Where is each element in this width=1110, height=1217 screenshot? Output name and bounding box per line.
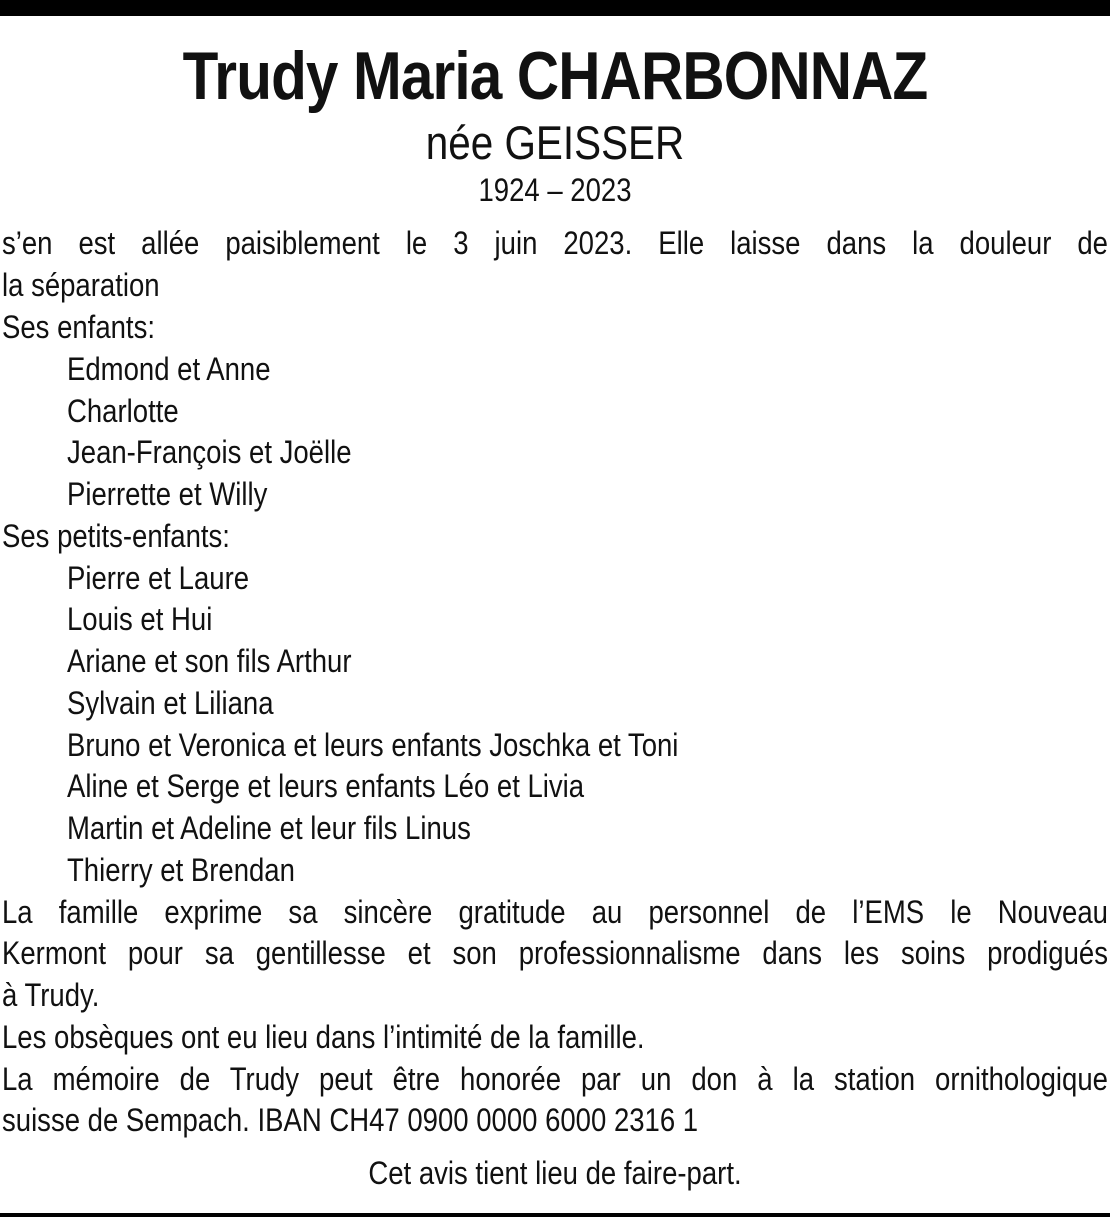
- grandchild-item: Louis et Hui: [67, 601, 213, 637]
- intro-line-2: la séparation: [2, 267, 160, 303]
- gratitude-line-1: La famille exprime sa sincère gratitude au personnel de l’EMS le Nouveau: [2, 894, 1108, 930]
- grandchild-item: Bruno et Veronica et leurs enfants Joschka et Toni: [67, 727, 679, 763]
- gratitude-line-2: Kermont pour sa gentillesse et son professionnalisme dans les soins prodigués: [2, 935, 1108, 971]
- child-item: Edmond et Anne: [67, 351, 271, 387]
- child-item: Charlotte: [67, 393, 179, 429]
- life-years: 1924 – 2023: [478, 172, 632, 208]
- bottom-rule: [0, 1213, 1110, 1217]
- intro-line-1: s’en est allée paisiblement le 3 juin 2023. Elle laisse dans la douleur de: [2, 225, 1108, 261]
- memory-line-2: suisse de Sempach. IBAN CH47 0900 0000 6000 2316 1: [2, 1102, 699, 1138]
- closing-notice: Cet avis tient lieu de faire-part.: [368, 1155, 742, 1191]
- child-item: Pierrette et Willy: [67, 476, 268, 512]
- deceased-name: Trudy Maria CHARBONNAZ: [182, 38, 928, 114]
- children-heading: Ses enfants:: [2, 309, 155, 345]
- memory-line-1: La mémoire de Trudy peut être honorée par un don à la station ornithologique: [2, 1061, 1108, 1097]
- grandchild-item: Aline et Serge et leurs enfants Léo et Livia: [67, 768, 585, 804]
- top-rule: [0, 0, 1110, 16]
- grandchild-item: Martin et Adeline et leur fils Linus: [67, 810, 471, 846]
- gratitude-line-3: à Trudy.: [2, 977, 100, 1013]
- child-item: Jean-François et Joëlle: [67, 434, 352, 470]
- maiden-name: née GEISSER: [425, 116, 685, 169]
- funeral-notice: Les obsèques ont eu lieu dans l’intimité de la famille.: [2, 1019, 645, 1055]
- grandchild-item: Pierre et Laure: [67, 560, 250, 596]
- grandchild-item: Sylvain et Liliana: [67, 685, 274, 721]
- grandchild-item: Ariane et son fils Arthur: [67, 643, 352, 679]
- grandchild-item: Thierry et Brendan: [67, 852, 295, 888]
- grandchildren-heading: Ses petits-enfants:: [2, 518, 230, 554]
